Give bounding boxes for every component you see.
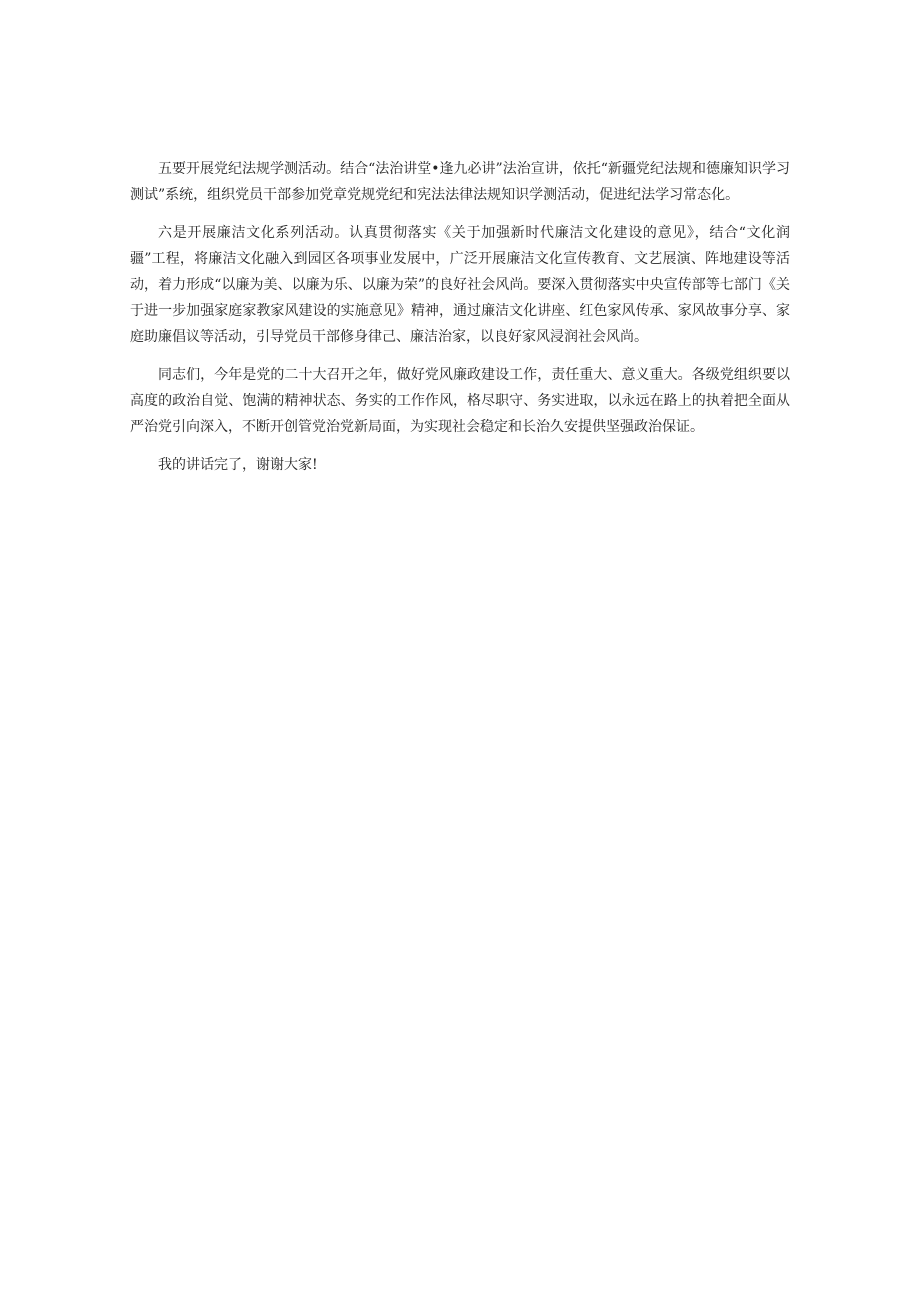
paragraph-legal-study: 五要开展党纪法规学测活动。结合“法治讲堂•逢九必讲”法治宣讲，依托“新疆党纪法规和德廉知识学习测试”系统，组织党员干部参加党章党规党纪和宪法法律法规知识学测活动，促进纪法学习常态化。 (130, 161, 790, 203)
paragraph-comrades-closing: 同志们，今年是党的二十大召开之年，做好党风廉政建设工作，责任重大、意义重大。各级党组织要以高度的政治自觉、饱满的精神状态、务实的工作作风，格尽职守、务实进取，以永远在路上的执着把全面从严治党引向深入，不断开创管党治党新局面，为实现社会稳定和长治久安提供坚强政治保证。 (130, 367, 790, 435)
paragraph-integrity-culture: 六是开展廉洁文化系列活动。认真贯彻落实《关于加强新时代廉洁文化建设的意见》，结合“文化润疆”工程，将廉洁文化融入到园区各项事业发展中，广泛开展廉洁文化宣传教育、文艺展演、阵地建设等活动，着力形成“以廉为美、以廉为乐、以廉为荣”的良好社会风尚。要深入贯彻落实中央宣传部等七部门《关于进一步加强家庭家教家风建设的实施意见》精神，通过廉洁文化讲座、红色家风传承、家风故事分享、家庭助廉倡议等活动，引导党员干部修身律己、廉洁治家，以良好家风浸润社会风尚。 (130, 225, 790, 345)
paragraph-thanks: 我的讲话完了，谢谢大家! (158, 457, 318, 473)
document-body (130, 156, 790, 490)
